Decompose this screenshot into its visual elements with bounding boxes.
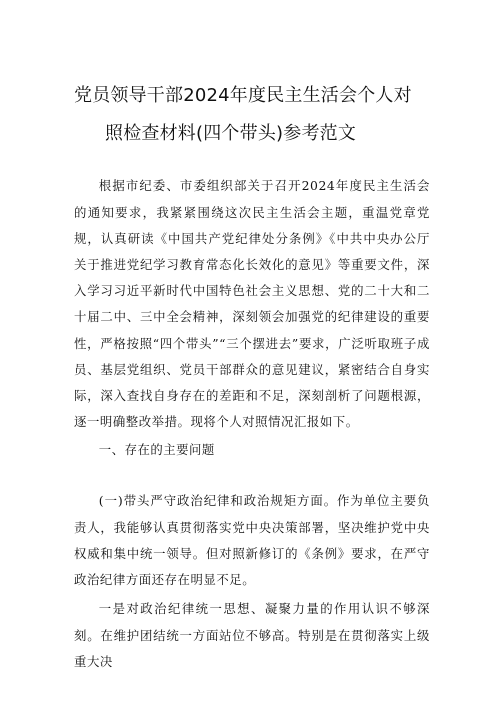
document-title-line-1: 党员领导干部2024年度民主生活会个人对	[74, 85, 412, 106]
section-paragraph-1: (一)带头严守政治纪律和政治规矩方面。作为单位主要负责人，我能够认真贯彻落实党中央决策部署，坚决维护党中央权威和集中统一领导。但对照新修订的《条例》要求，在严守政治纪律方面还存在明显不足。	[74, 493, 430, 587]
section-paragraph-2: 一是对政治纪律统一思想、凝聚力量的作用认识不够深刻。在维护团结统一方面站位不够高。特别是在贯彻落实上级重大决	[74, 601, 430, 669]
intro-paragraph: 根据市纪委、市委组织部关于召开2024年度民主生活会的通知要求，我紧紧围绕这次民主生活会主题，重温党章党规，认真研读《中国共产党纪律处分条例》《中共中央办公厅关于推进党纪学习教育常态化长效化的意见》等重要文件，深入学习习近平新时代中国特色社会主义思想、党的二十大和二十届二中、三中全会精神，深刻领会加强党的纪律建设的重要性，严格按照“四个带头”“三个摆进去”要求，广泛听取班子成员、基层党组织、党员干部群众的意见建议，紧密结合自身实际，深入查找自身存在的差距和不足，深刻剖析了问题根源，逐一明确整改举措。现将个人对照情况汇报如下。	[74, 178, 430, 430]
document-title-line-2: 照检查材料(四个带头)参考范文	[105, 123, 357, 144]
section-heading: 一、存在的主要问题	[98, 442, 215, 457]
